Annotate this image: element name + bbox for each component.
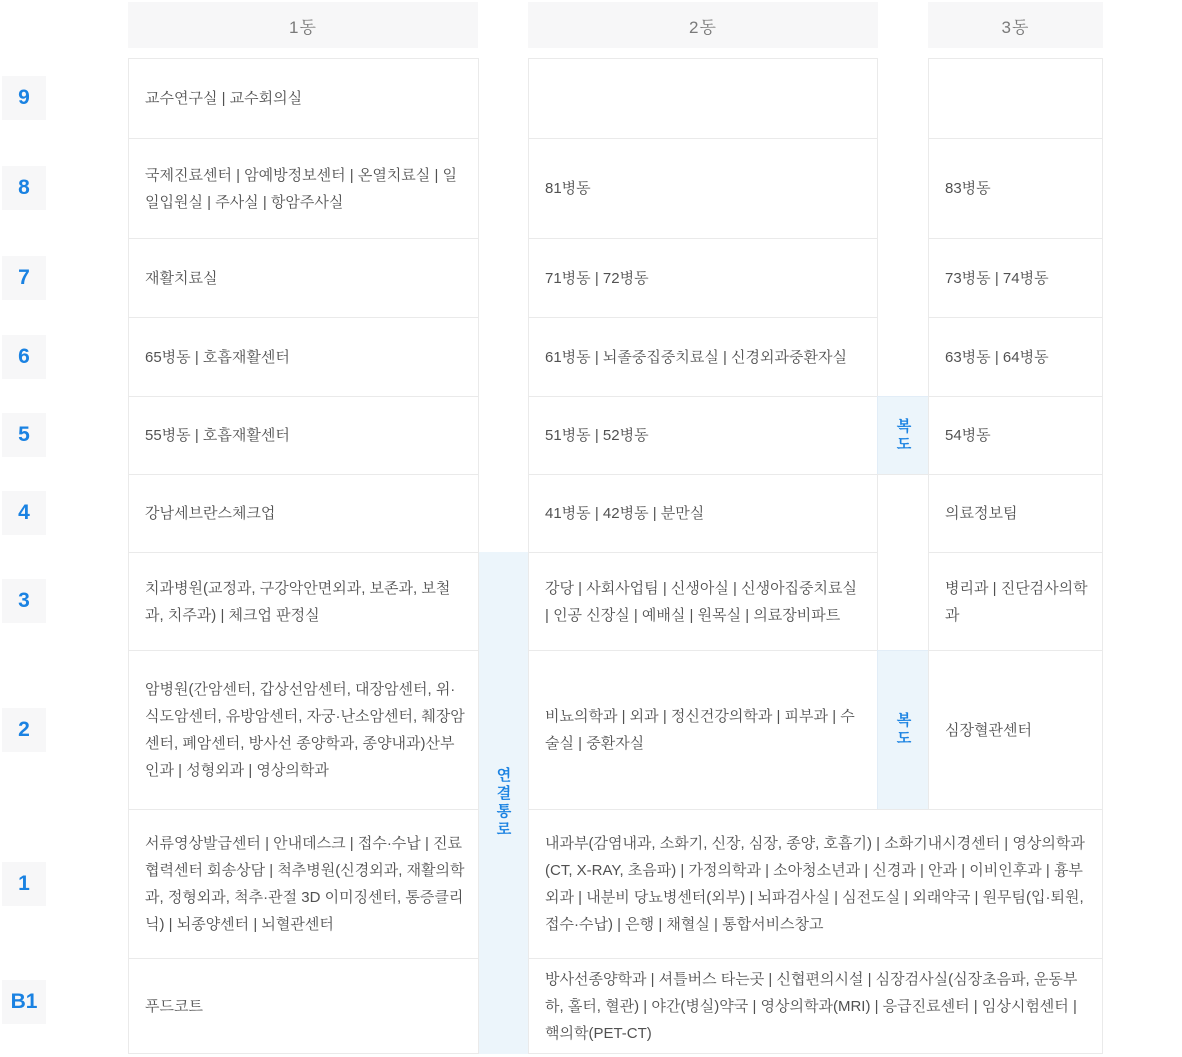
building-header-2: 2동: [528, 2, 878, 48]
cell-f2-building2: 비뇨의학과 | 외과 | 정신건강의학과 | 피부과 | 수술실 | 중환자실: [528, 650, 878, 810]
cell-f9-building1: 교수연구실 | 교수회의실: [128, 58, 479, 139]
cell-f9-building3: [928, 58, 1103, 139]
cell-f3-building3: 병리과 | 진단검사의학과: [928, 552, 1103, 651]
cell-f5-building1: 55병동 | 호흡재활센터: [128, 396, 479, 475]
corridor-cell-f2: [877, 650, 929, 810]
corridor-label-f2: 복도: [894, 712, 912, 748]
cell-f2-building1: 암병원(간암센터, 갑상선암센터, 대장암센터, 위·식도암센터, 유방암센터, 자궁·난소암센터, 췌장암센터, 폐암센터, 방사선 종양학과, 종양내과)산부인과 | 성형외과 | 영상의학과: [128, 650, 479, 810]
corridor-label-f5: 복도: [894, 417, 912, 454]
cell-f7-building1: 재활치료실: [128, 238, 479, 318]
floor-badge-8: 8: [2, 166, 46, 210]
cell-f9-building2: [528, 58, 878, 139]
corridor-cell-f4-f3: [877, 474, 929, 651]
floor-badge-3: 3: [2, 579, 46, 623]
cell-fb1-building1: 푸드코트: [128, 958, 479, 1054]
cell-f2-building3: 심장혈관센터: [928, 650, 1103, 810]
cell-f5-building3: 54병동: [928, 396, 1103, 475]
cell-f8-building1: 국제진료센터 | 암예방정보센터 | 온열치료실 | 일일입원실 | 주사실 | 항암주사실: [128, 138, 479, 239]
building-header-3: 3동: [928, 2, 1103, 48]
floor-badge-9: 9: [2, 76, 46, 120]
cell-f6-building2: 61병동 | 뇌졸중집중치료실 | 신경외과중환자실: [528, 317, 878, 397]
floor-badge-b1: B1: [2, 980, 46, 1024]
cell-f7-building3: 73병동 | 74병동: [928, 238, 1103, 318]
cell-f3-building2: 강당 | 사회사업팀 | 신생아실 | 신생아집중치료실 | 인공 신장실 | 예배실 | 원목실 | 의료장비파트: [528, 552, 878, 651]
floor-badge-7: 7: [2, 256, 46, 300]
passage-strip: [478, 552, 528, 1054]
cell-f5-building2: 51병동 | 52병동: [528, 396, 878, 475]
floor-badge-6: 6: [2, 335, 46, 379]
cell-f4-building1: 강남세브란스체크업: [128, 474, 479, 553]
cell-f6-building1: 65병동 | 호흡재활센터: [128, 317, 479, 397]
cell-f3-building1: 치과병원(교정과, 구강악안면외과, 보존과, 보철과, 치주과) | 체크업 판정실: [128, 552, 479, 651]
floor-badge-2: 2: [2, 708, 46, 752]
cell-f8-building2: 81병동: [528, 138, 878, 239]
cell-f1-building1: 서류영상발급센터 | 안내데스크 | 접수·수납 | 진료협력센터 회송상담 | 척추병원(신경외과, 재활의학과, 정형외과, 척추·관절 3D 이미징센터, 통증클리닉) | 뇌종양센터 | 뇌혈관센터: [128, 809, 479, 959]
passage-label: 연결통로: [494, 767, 512, 839]
floor-badge-1: 1: [2, 862, 46, 906]
building-header-1: 1동: [128, 2, 478, 48]
cell-f6-building3: 63병동 | 64병동: [928, 317, 1103, 397]
floor-badge-5: 5: [2, 413, 46, 457]
cell-f4-building2: 41병동 | 42병동 | 분만실: [528, 474, 878, 553]
cell-f7-building2: 71병동 | 72병동: [528, 238, 878, 318]
cell-f4-building3: 의료정보팀: [928, 474, 1103, 553]
floor-badge-4: 4: [2, 491, 46, 535]
cell-f8-building3: 83병동: [928, 138, 1103, 239]
corridor-cell-f5: [877, 396, 929, 475]
cell-f1-building2-3: 내과부(감염내과, 소화기, 신장, 심장, 종양, 호흡기) | 소화기내시경센터 | 영상의학과(CT, X-RAY, 초음파) | 가정의학과 | 소아청소년과 | 신경과 | 안과 | 이비인후과 | 흉부외과 | 내분비 당뇨병센터(외부) | 뇌파검사실 | 심전도실 | 외래약국 | 원무팀(입·퇴원, 접수·수납) | 은행 | 채혈실 | 통합서비스창고: [528, 809, 1103, 959]
cell-fb1-building2-3: 방사선종양학과 | 셔틀버스 타는곳 | 신협편의시설 | 심장검사실(심장초음파, 운동부하, 홀터, 혈관) | 야간(병실)약국 | 영상의학과(MRI) | 응급진료센터 | 임상시험센터 | 핵의학(PET-CT): [528, 958, 1103, 1054]
